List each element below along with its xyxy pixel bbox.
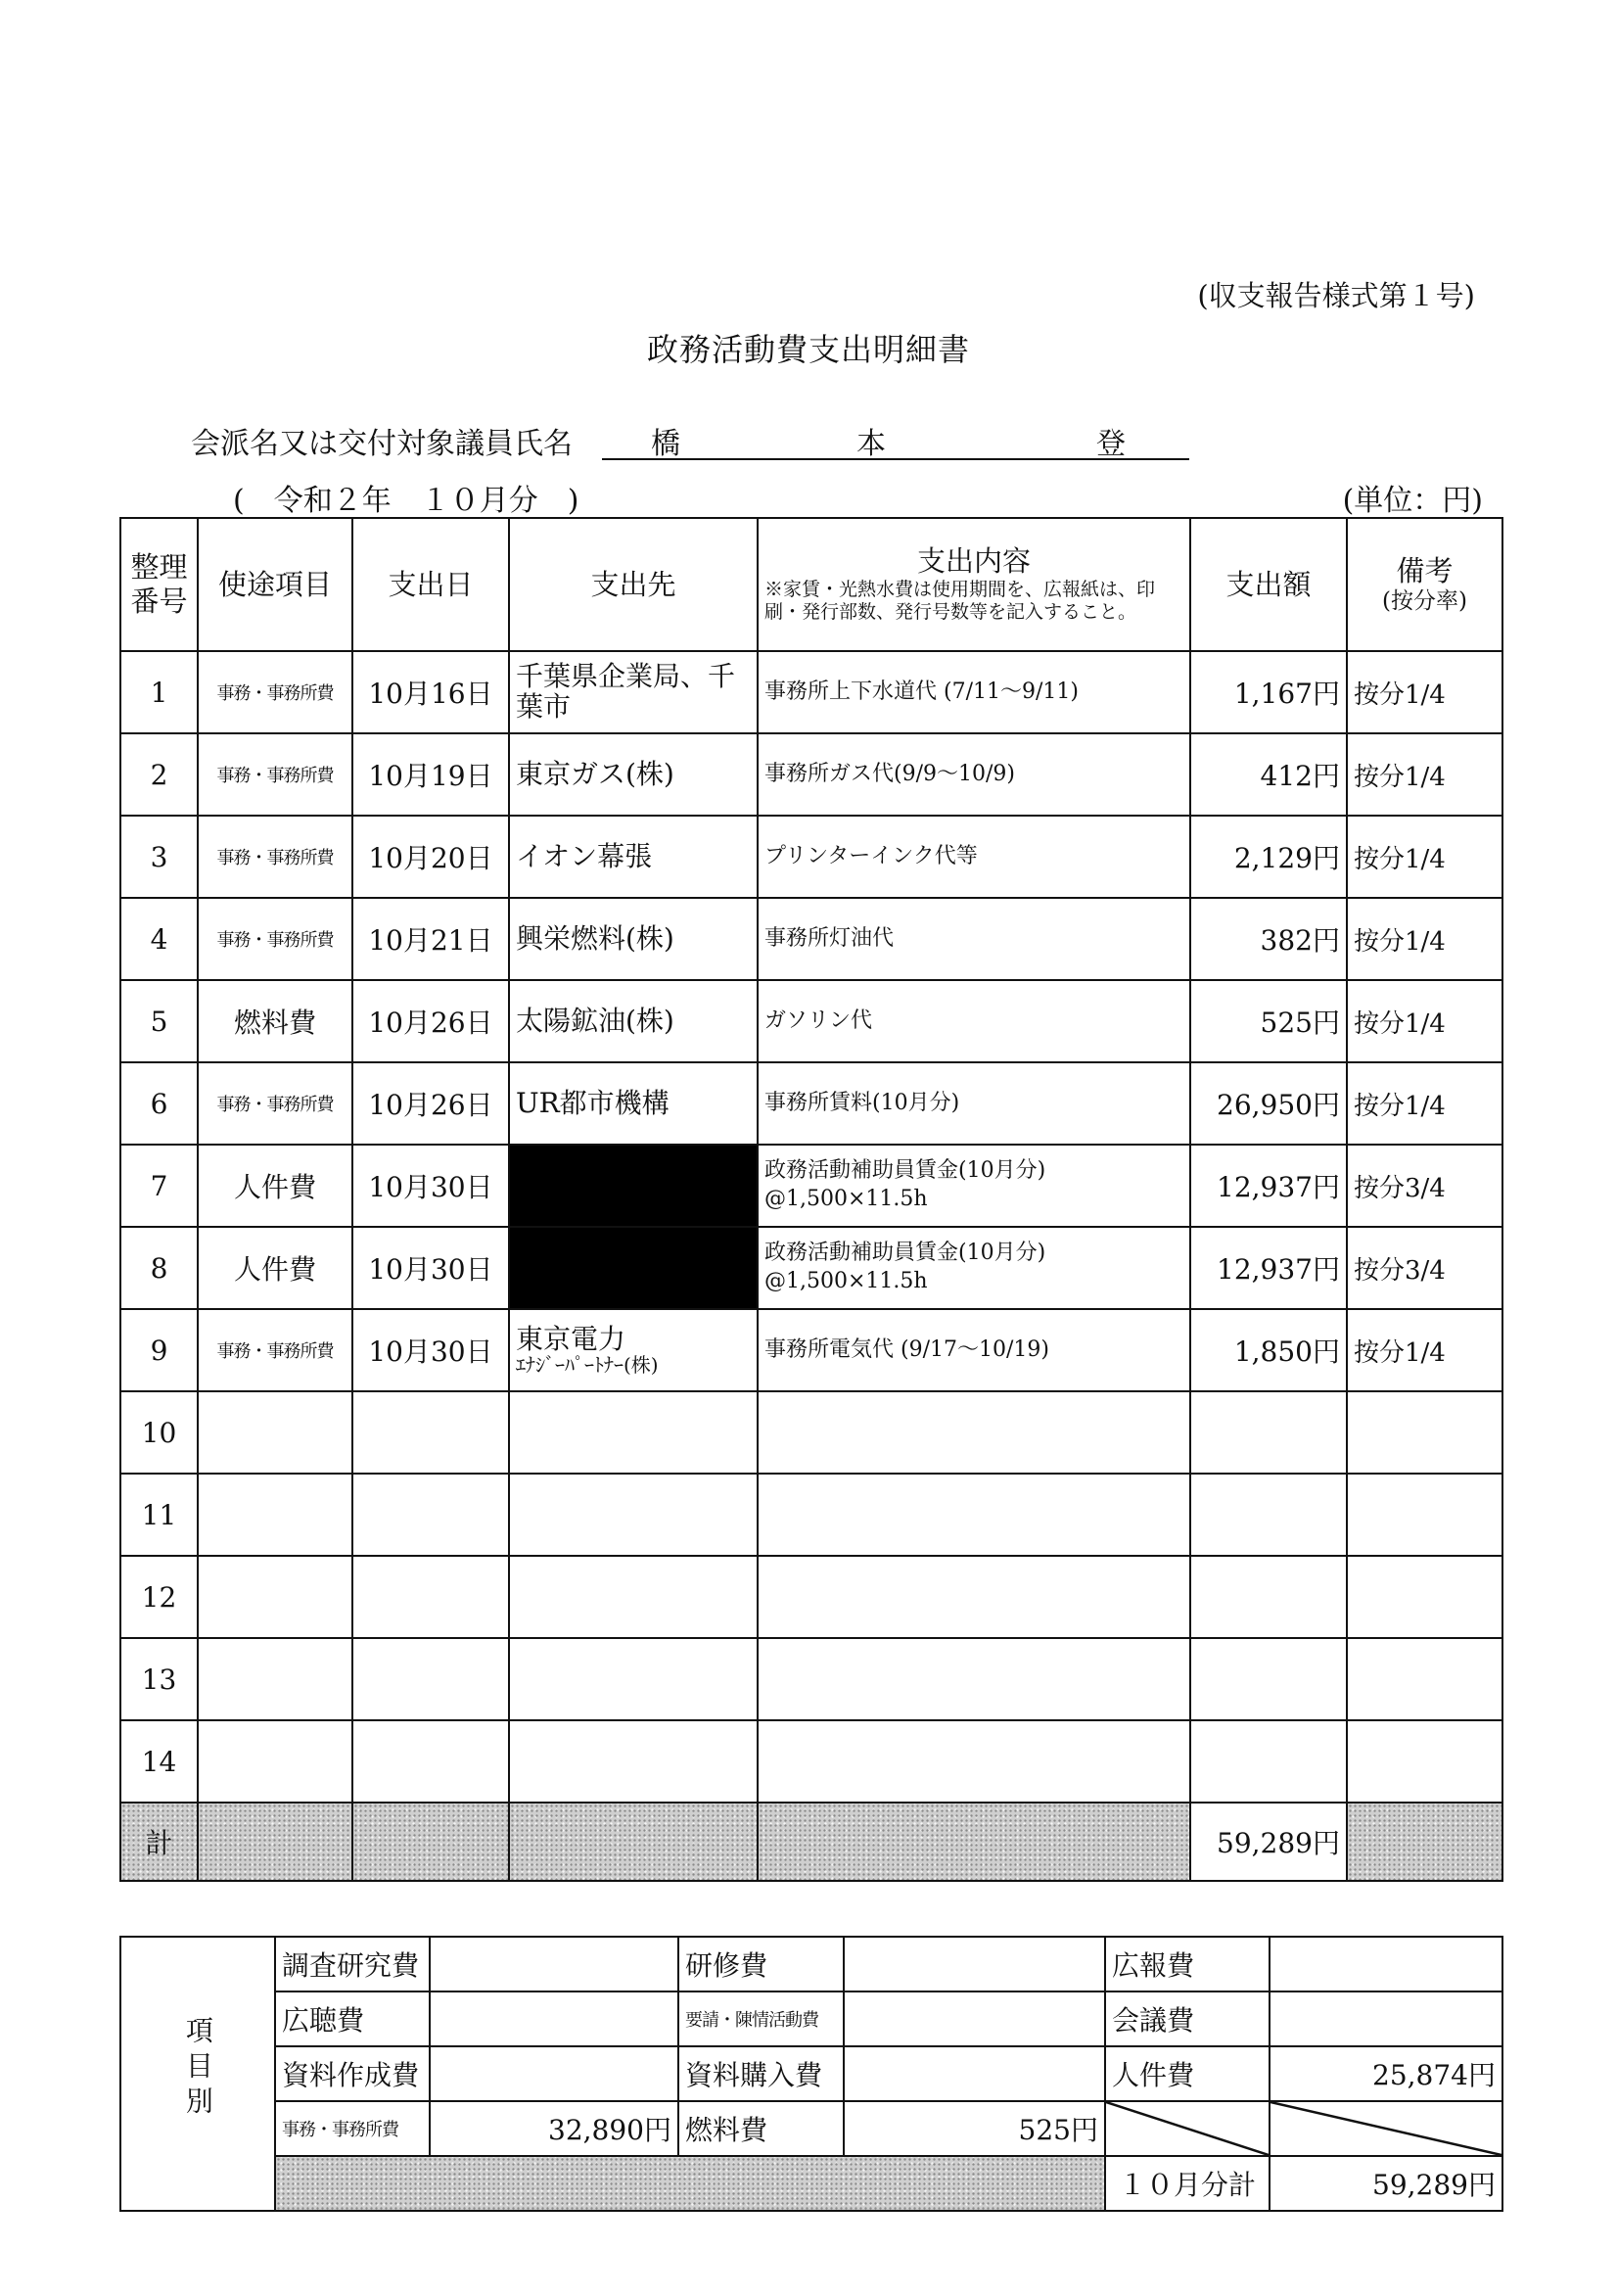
row-no: 5: [120, 980, 198, 1062]
unit-label: (単位：円): [1342, 484, 1483, 518]
row-payee: [509, 1556, 758, 1638]
row-payee: [509, 816, 758, 898]
row-date: 10月30日: [352, 1309, 509, 1391]
row-amount: [1190, 1391, 1347, 1474]
row-note: 按分1/4: [1347, 1309, 1502, 1391]
row-note: 按分1/4: [1347, 816, 1502, 898]
row-amount: [1190, 1474, 1347, 1556]
shaded-cell: [758, 1803, 1190, 1881]
row-date: 10月26日: [352, 1062, 509, 1145]
row-use: [198, 1391, 352, 1474]
meeting-value: [1270, 1991, 1502, 2046]
header-amount: 支出額: [1190, 518, 1347, 651]
row-payee: [509, 1309, 758, 1391]
table-row: [120, 1309, 1502, 1391]
row-amount: 12,937円: [1190, 1145, 1347, 1227]
row-no: 9: [120, 1309, 198, 1391]
row-amount: 1,167円: [1190, 651, 1347, 733]
row-date: [352, 1556, 509, 1638]
member-name-char: 登: [1096, 427, 1126, 461]
row-desc: [758, 1391, 1190, 1474]
row-date: 10月30日: [352, 1227, 509, 1309]
meeting-label: 会議費: [1105, 1991, 1270, 2046]
row-no: 6: [120, 1062, 198, 1145]
row-note: 按分1/4: [1347, 1062, 1502, 1145]
row-desc: 事務所賃料(10月分): [758, 1062, 1190, 1145]
header-date: 支出日: [352, 518, 509, 651]
row-payee: [509, 980, 758, 1062]
row-use: 事務・事務所費: [198, 651, 352, 733]
row-note: 按分3/4: [1347, 1145, 1502, 1227]
row-note: [1347, 1391, 1502, 1474]
row-no: 4: [120, 898, 198, 980]
row-no: 2: [120, 733, 198, 816]
total-row: [120, 1803, 1502, 1881]
row-no: 1: [120, 651, 198, 733]
reporting-period: ( 令和２年 １０月分 ): [233, 484, 579, 518]
row-amount: [1190, 1556, 1347, 1638]
row-note: [1347, 1474, 1502, 1556]
fuel-label: 燃料費: [678, 2101, 844, 2156]
month-total-value: 59,289円: [1270, 2156, 1502, 2211]
member-name-char: 橋: [651, 427, 680, 461]
row-note: 按分3/4: [1347, 1227, 1502, 1309]
table-row: [120, 1638, 1502, 1720]
category-side-text: 項目別: [181, 2016, 214, 2123]
row-payee-name: 千葉県企業局、千葉市: [516, 660, 736, 723]
personnel-value: 25,874円: [1270, 2046, 1502, 2101]
crossed-out-cell: [1270, 2101, 1502, 2156]
header-desc-title: 支出内容: [916, 543, 1031, 578]
row-note: 按分1/4: [1347, 980, 1502, 1062]
row-payee: [509, 1474, 758, 1556]
row-amount: [1190, 1638, 1347, 1720]
personnel-label: 人件費: [1105, 2046, 1270, 2101]
row-desc: 事務所灯油代: [758, 898, 1190, 980]
header-desc: [758, 518, 1190, 651]
total-label: 計: [120, 1803, 198, 1881]
row-desc: [758, 1474, 1190, 1556]
petition-value: [844, 1991, 1105, 2046]
row-payee: [509, 733, 758, 816]
row-use: [198, 1474, 352, 1556]
table-row: [120, 898, 1502, 980]
row-date: [352, 1720, 509, 1803]
row-payee: [509, 1720, 758, 1803]
expense-table: [119, 517, 1503, 1882]
row-date: [352, 1638, 509, 1720]
office-label: 事務・事務所費: [275, 2101, 430, 2156]
row-note: [1347, 1638, 1502, 1720]
row-no: 11: [120, 1474, 198, 1556]
table-row: [120, 1556, 1502, 1638]
row-date: 10月16日: [352, 651, 509, 733]
row-use: [198, 1638, 352, 1720]
row-amount: 12,937円: [1190, 1227, 1347, 1309]
row-use: 人件費: [198, 1227, 352, 1309]
table-row: [120, 980, 1502, 1062]
member-name-char: 本: [856, 427, 886, 461]
document-title: 政務活動費支出明細書: [646, 331, 970, 368]
row-amount: 1,850円: [1190, 1309, 1347, 1391]
table-row: [120, 1145, 1502, 1227]
pr-value: [1270, 1937, 1502, 1991]
row-amount: 412円: [1190, 733, 1347, 816]
row-payee-name: 興栄燃料(株): [516, 921, 674, 955]
row-date: 10月20日: [352, 816, 509, 898]
row-payee-sub: ｴﾅｼﾞｰﾊﾟｰﾄﾅｰ(株): [516, 1353, 659, 1378]
research-value: [430, 1937, 678, 1991]
category-summary-table: [119, 1936, 1503, 2212]
petition-label: 要請・陳情活動費: [678, 1991, 844, 2046]
row-payee-name: 東京電力: [516, 1322, 626, 1355]
row-payee-name: UR都市機構: [516, 1086, 670, 1119]
row-desc: 事務所電気代 (9/17～10/19): [758, 1309, 1190, 1391]
table-row: [120, 816, 1502, 898]
form-number: (収支報告様式第１号): [1197, 279, 1475, 312]
row-note: 按分1/4: [1347, 898, 1502, 980]
row-payee: [509, 651, 758, 733]
row-desc: 政務活動補助員賃金(10月分) @1,500×11.5h: [758, 1227, 1190, 1309]
shaded-cell: [1347, 1803, 1502, 1881]
row-date: [352, 1474, 509, 1556]
row-no: 13: [120, 1638, 198, 1720]
row-use: [198, 1720, 352, 1803]
header-no: 整理番号: [120, 518, 198, 651]
row-use: 事務・事務所費: [198, 1062, 352, 1145]
table-header-row: [120, 518, 1502, 651]
row-date: [352, 1391, 509, 1474]
row-amount: 2,129円: [1190, 816, 1347, 898]
office-value: 32,890円: [430, 2101, 678, 2156]
shaded-cell: [352, 1803, 509, 1881]
row-amount: 525円: [1190, 980, 1347, 1062]
row-date: 10月21日: [352, 898, 509, 980]
header-use: 使途項目: [198, 518, 352, 651]
row-use: 事務・事務所費: [198, 1309, 352, 1391]
shaded-cell: [275, 2156, 1105, 2211]
row-desc: 事務所上下水道代 (7/11～9/11): [758, 651, 1190, 733]
crossed-out-cell: [1105, 2101, 1270, 2156]
row-no: 10: [120, 1391, 198, 1474]
row-note: 按分1/4: [1347, 651, 1502, 733]
total-amount: 59,289円: [1190, 1803, 1347, 1881]
row-use: 事務・事務所費: [198, 898, 352, 980]
training-label: 研修費: [678, 1937, 844, 1991]
row-amount: 382円: [1190, 898, 1347, 980]
member-label: 会派名又は交付対象議員氏名: [191, 427, 573, 461]
row-desc: 政務活動補助員賃金(10月分) @1,500×11.5h: [758, 1145, 1190, 1227]
research-label: 調査研究費: [275, 1937, 430, 1991]
row-no: 8: [120, 1227, 198, 1309]
row-date: 10月30日: [352, 1145, 509, 1227]
hearing-value: [430, 1991, 678, 2046]
row-use: 人件費: [198, 1145, 352, 1227]
materials-purchase-label: 資料購入費: [678, 2046, 844, 2101]
materials-making-label: 資料作成費: [275, 2046, 430, 2101]
table-row: [120, 1391, 1502, 1474]
header-note-title: 備考: [1396, 553, 1454, 587]
row-desc: [758, 1638, 1190, 1720]
training-value: [844, 1937, 1105, 1991]
row-use: [198, 1556, 352, 1638]
row-payee: [509, 1227, 758, 1309]
table-row: [120, 733, 1502, 816]
row-payee: [509, 1062, 758, 1145]
month-total-label: １０月分計: [1105, 2156, 1270, 2211]
hearing-label: 広聴費: [275, 1991, 430, 2046]
header-note-sub: (按分率): [1382, 587, 1467, 614]
row-amount: [1190, 1720, 1347, 1803]
header-note: [1347, 518, 1502, 651]
row-no: 12: [120, 1556, 198, 1638]
row-date: 10月26日: [352, 980, 509, 1062]
materials-purchase-value: [844, 2046, 1105, 2101]
row-note: 按分1/4: [1347, 733, 1502, 816]
member-name: [602, 419, 1189, 460]
table-row: [120, 1474, 1502, 1556]
row-no: 3: [120, 816, 198, 898]
row-payee: [509, 898, 758, 980]
row-desc: [758, 1720, 1190, 1803]
row-payee-name: イオン幕張: [516, 839, 653, 872]
row-desc: プリンターインク代等: [758, 816, 1190, 898]
category-side-label: [120, 1937, 275, 2211]
row-use: 事務・事務所費: [198, 733, 352, 816]
shaded-cell: [198, 1803, 352, 1881]
table-row: [120, 1720, 1502, 1803]
pr-label: 広報費: [1105, 1937, 1270, 1991]
row-no: 7: [120, 1145, 198, 1227]
table-row: [120, 651, 1502, 733]
materials-making-value: [430, 2046, 678, 2101]
row-amount: 26,950円: [1190, 1062, 1347, 1145]
row-no: 14: [120, 1720, 198, 1803]
row-desc: [758, 1556, 1190, 1638]
row-payee-name: 太陽鉱油(株): [516, 1004, 674, 1037]
row-payee: [509, 1391, 758, 1474]
row-note: [1347, 1556, 1502, 1638]
fuel-value: 525円: [844, 2101, 1105, 2156]
row-date: 10月19日: [352, 733, 509, 816]
row-desc: 事務所ガス代(9/9～10/9): [758, 733, 1190, 816]
row-payee: [509, 1638, 758, 1720]
row-use: 事務・事務所費: [198, 816, 352, 898]
row-payee-name: 東京ガス(株): [516, 757, 674, 790]
row-desc: ガソリン代: [758, 980, 1190, 1062]
table-row: [120, 1227, 1502, 1309]
table-row: [120, 1062, 1502, 1145]
header-desc-note: ※家賃・光熱水費は使用期間を、広報紙は、印刷・発行部数、発行号数等を記入すること。: [764, 578, 1156, 624]
row-note: [1347, 1720, 1502, 1803]
shaded-cell: [509, 1803, 758, 1881]
row-payee: [509, 1145, 758, 1227]
header-payee: 支出先: [509, 518, 758, 651]
row-use: 燃料費: [198, 980, 352, 1062]
